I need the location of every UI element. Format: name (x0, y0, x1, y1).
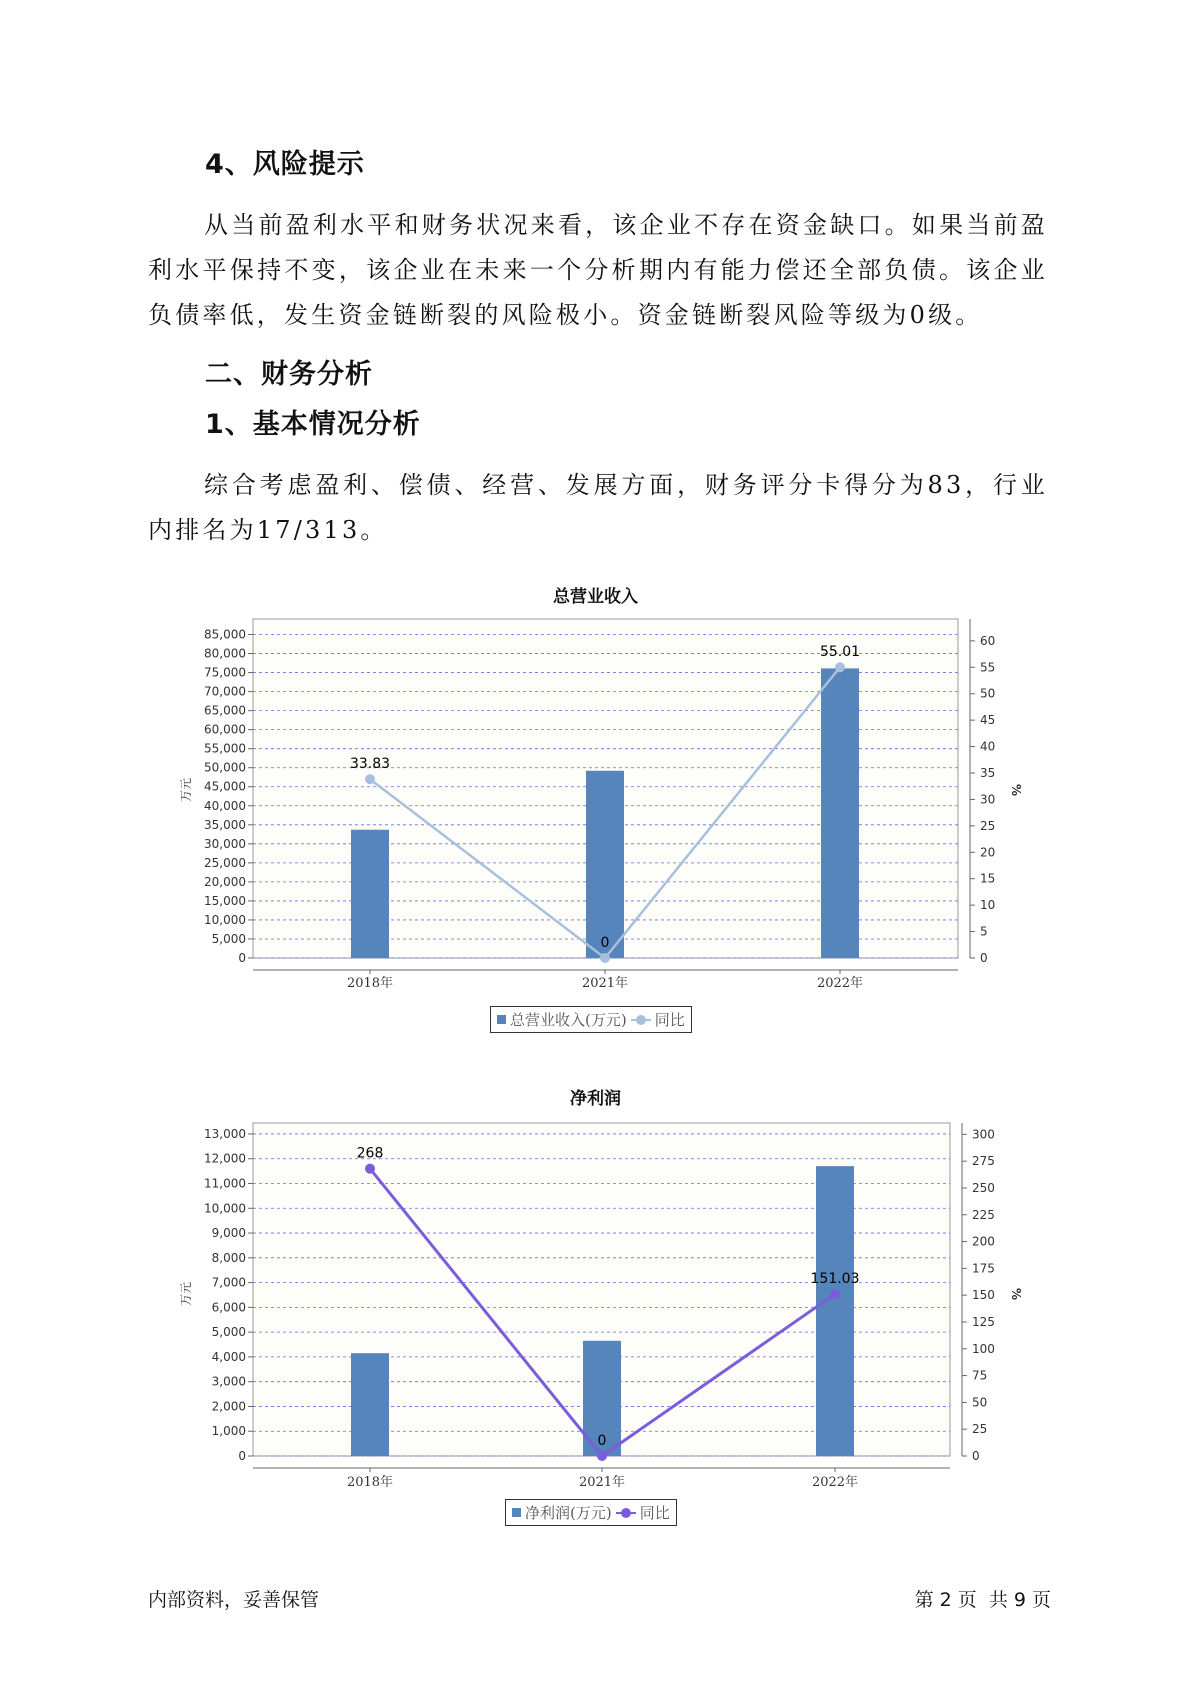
y2-tick-label: 40 (980, 739, 996, 754)
bar-2021年 (586, 771, 624, 958)
chart-legend (490, 1006, 692, 1033)
y2-tick-label: 5 (980, 924, 988, 939)
y2-tick-label: 50 (980, 686, 996, 701)
bar-2018年 (351, 1353, 389, 1456)
y-tick-label: 11,000 (204, 1176, 246, 1191)
y-tick-label: 40,000 (204, 798, 246, 813)
y-tick-label: 0 (238, 1449, 246, 1463)
heading-risk: 4、风险提示 (205, 149, 365, 180)
x-tick-label: 2021年 (581, 976, 629, 991)
data-label: 33.83 (349, 756, 391, 773)
y2-tick-label: 15 (980, 871, 996, 886)
y-tick-label: 5,000 (211, 931, 246, 946)
y2-tick-label: 175 (972, 1261, 995, 1276)
data-label: 151.03 (810, 1271, 860, 1288)
y2-tick-label: 150 (972, 1288, 995, 1303)
y-tick-label: 1,000 (211, 1424, 246, 1439)
paragraph-risk: 从当前盈利水平和财务状况来看，该企业不存在资金缺口。如果当前盈利水平保持不变，该企业在未来一个分析期内有能力偿还全部负债。该企业负债率低，发生资金链断裂的风险极小。资金链断裂风险等级为0级。 (148, 211, 1048, 329)
net-profit-chart (0, 1076, 1191, 1546)
bar-2022年 (816, 1166, 854, 1456)
y-tick-label: 10,000 (204, 912, 246, 927)
y-tick-label: 10,000 (204, 1201, 246, 1216)
chart-title: 总营业收入 (553, 587, 638, 607)
x-tick-label: 2022年 (816, 976, 864, 991)
y-tick-label: 5,000 (211, 1325, 246, 1340)
yoy-point (835, 662, 845, 672)
yoy-point (365, 774, 375, 784)
chart-legend (505, 1499, 677, 1526)
heading-finance: 二、财务分析 (205, 359, 373, 390)
legend-line-label: 同比 (654, 1011, 685, 1029)
y2-tick-label: 300 (972, 1127, 995, 1142)
data-label: 268 (356, 1145, 384, 1162)
y2-tick-label: 200 (972, 1234, 995, 1249)
y2-tick-label: 125 (972, 1314, 995, 1329)
y2-tick-label: 45 (980, 713, 996, 728)
yoy-point (597, 1451, 607, 1461)
x-tick-label: 2021年 (578, 1475, 626, 1490)
y-tick-label: 9,000 (211, 1226, 246, 1241)
legend-line-swatch (616, 1508, 636, 1518)
y-tick-label: 6,000 (211, 1300, 246, 1315)
y-tick-label: 65,000 (204, 703, 246, 718)
y-tick-label: 7,000 (211, 1275, 246, 1290)
y-tick-label: 15,000 (204, 893, 246, 908)
chart-canvas (0, 578, 1191, 1048)
paragraph-basic: 综合考虑盈利、偿债、经营、发展方面，财务评分卡得分为83，行业内排名为17/313。 (148, 471, 1048, 544)
y2-tick-label: 55 (980, 660, 996, 675)
x-tick-label: 2022年 (811, 1475, 859, 1490)
footer-page-number: 第 2 页 共 9 页 (914, 1589, 1051, 1611)
data-label: 55.01 (819, 644, 861, 661)
y-tick-label: 4,000 (211, 1349, 246, 1364)
y-tick-label: 70,000 (204, 684, 246, 699)
y-tick-label: 55,000 (204, 741, 246, 756)
chart-title: 净利润 (570, 1089, 621, 1109)
y-tick-label: 8,000 (211, 1250, 246, 1265)
y2-tick-label: 250 (972, 1180, 995, 1195)
legend-line-label: 同比 (639, 1504, 670, 1522)
y2-tick-label: 35 (980, 766, 996, 780)
y2-tick-label: 25 (972, 1422, 988, 1437)
y-tick-label: 35,000 (204, 817, 246, 832)
y-tick-label: 0 (238, 951, 246, 965)
y2-axis-label: % (1009, 1287, 1023, 1301)
y-tick-label: 60,000 (204, 722, 246, 737)
x-tick-label: 2018年 (346, 976, 394, 991)
y2-tick-label: 50 (972, 1395, 988, 1410)
y2-tick-label: 75 (972, 1368, 988, 1383)
y-tick-label: 30,000 (204, 836, 246, 851)
y2-tick-label: 100 (972, 1341, 995, 1356)
y-tick-label: 85,000 (204, 627, 246, 642)
x-tick-label: 2018年 (346, 1475, 394, 1490)
y2-tick-label: 60 (980, 633, 996, 648)
y-tick-label: 12,000 (204, 1151, 246, 1166)
heading-basic: 1、基本情况分析 (205, 409, 421, 440)
y2-tick-label: 25 (980, 818, 996, 833)
y2-tick-label: 275 (972, 1154, 995, 1169)
y2-tick-label: 0 (972, 1449, 980, 1463)
y2-tick-label: 30 (980, 792, 996, 807)
y-axis-label: 万元 (179, 1281, 193, 1307)
yoy-point (365, 1164, 375, 1174)
data-label: 0 (597, 1433, 607, 1449)
bar-2022年 (821, 668, 859, 958)
y-tick-label: 13,000 (204, 1126, 246, 1141)
y-tick-label: 50,000 (204, 760, 246, 775)
y-tick-label: 2,000 (211, 1399, 246, 1414)
y2-tick-label: 0 (980, 951, 988, 965)
legend-line-swatch (631, 1015, 651, 1025)
legend-bar-swatch (512, 1508, 521, 1517)
bar-2018年 (351, 830, 389, 958)
legend-bar-swatch (497, 1015, 506, 1024)
legend-bar-label: 净利润(万元) (525, 1504, 612, 1522)
y-tick-label: 25,000 (204, 855, 246, 870)
legend-bar-label: 总营业收入(万元) (510, 1011, 627, 1029)
y2-axis-label: % (1009, 783, 1023, 797)
y-tick-label: 3,000 (211, 1374, 246, 1389)
y2-tick-label: 10 (980, 898, 996, 913)
yoy-point (830, 1289, 840, 1299)
chart-canvas (0, 1076, 1191, 1546)
y-axis-label: 万元 (179, 777, 193, 803)
y-tick-label: 20,000 (204, 874, 246, 889)
y-tick-label: 45,000 (204, 779, 246, 794)
yoy-point (600, 953, 610, 963)
data-label: 0 (600, 935, 610, 951)
y-tick-label: 75,000 (204, 665, 246, 680)
revenue-chart (0, 578, 1191, 1048)
y-tick-label: 80,000 (204, 646, 246, 661)
y2-tick-label: 20 (980, 845, 996, 860)
footer-note: 内部资料，妥善保管 (148, 1589, 320, 1611)
y2-tick-label: 225 (972, 1207, 995, 1222)
